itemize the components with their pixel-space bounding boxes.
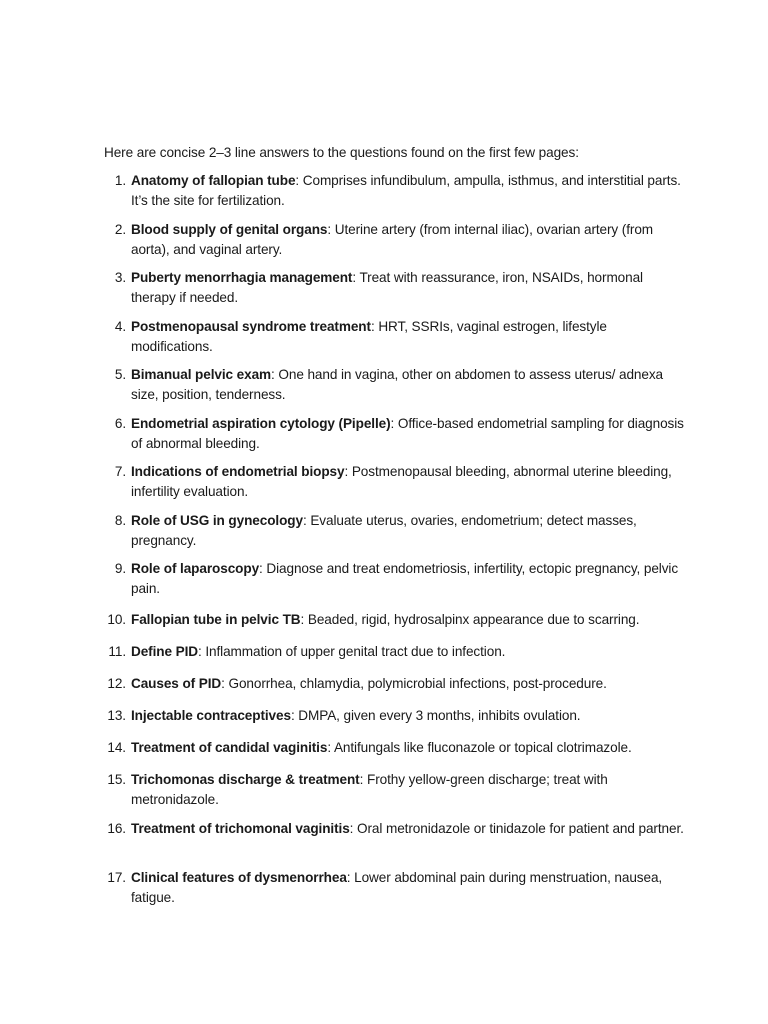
item-number: 6. (114, 416, 126, 431)
item-separator: : (344, 464, 352, 479)
item-term: Bimanual pelvic exam (131, 367, 272, 382)
item-answer: Gonorrhea, chlamydia, polymicrobial infections, post-procedure. (228, 676, 607, 691)
item-term: Treatment of trichomonal vaginitis (131, 821, 350, 836)
item-term: Treatment of candidal vaginitis (131, 740, 328, 755)
list-item (104, 819, 691, 839)
item-separator: : (302, 513, 311, 528)
list-item (104, 317, 691, 356)
item-answer: Frothy yellow-green discharge; treat with metronidazole. (131, 772, 608, 807)
item-number: 13. (107, 708, 126, 723)
item-number: 11. (108, 644, 126, 659)
item-answer: Uterine artery (from internal iliac), ovarian artery (from aorta), and vaginal artery. (131, 222, 654, 257)
item-separator: : (359, 772, 367, 787)
item-separator: : (352, 270, 360, 285)
item-term: Indications of endometrial biopsy (131, 464, 345, 479)
item-number: 7. (114, 464, 126, 479)
item-separator: : (295, 173, 303, 188)
item-number: 1. (114, 173, 126, 188)
list-item (104, 642, 691, 662)
item-separator: : (271, 367, 279, 382)
item-answer: Lower abdominal pain during menstruation, nausea, fatigue. (131, 870, 663, 905)
item-answer: Oral metronidazole or tinidazole for patient and partner. (357, 821, 684, 836)
item-separator: : (327, 222, 335, 237)
item-answer: Diagnose and treat endometriosis, infertility, ectopic pregnancy, pelvic pain. (131, 561, 679, 596)
item-term: Endometrial aspiration cytology (Pipelle) (131, 416, 391, 431)
list-item (104, 738, 691, 758)
item-separator: : (221, 676, 229, 691)
list-item (104, 171, 691, 210)
item-separator: : (370, 319, 379, 334)
list-item (104, 268, 691, 307)
list-item (104, 462, 691, 501)
list-item (104, 674, 691, 694)
item-separator: : (346, 870, 355, 885)
item-separator: : (390, 416, 398, 431)
list-item (104, 220, 691, 259)
item-number: 2. (114, 222, 126, 237)
item-number: 8. (114, 513, 126, 528)
item-number: 12. (107, 676, 126, 691)
intro-text: Here are concise 2–3 line answers to the questions found on the first few pages: (104, 145, 579, 160)
item-term: Define PID (131, 644, 198, 659)
item-answer: Evaluate uterus, ovaries, endometrium; detect masses, pregnancy. (131, 513, 637, 548)
item-number: 5. (114, 367, 126, 382)
item-number: 14. (107, 740, 126, 755)
item-number: 15. (107, 772, 126, 787)
item-term: Blood supply of genital organs (131, 222, 328, 237)
list-item (104, 365, 691, 404)
item-answer: Comprises infundibulum, ampulla, isthmus, and interstitial parts. It’s the site for fertilization. (131, 173, 681, 208)
item-term: Causes of PID (131, 676, 222, 691)
item-term: Clinical features of dysmenorrhea (131, 870, 347, 885)
list-item (104, 559, 691, 598)
list-item (104, 706, 691, 726)
item-term: Role of USG in gynecology (131, 513, 303, 528)
item-term: Trichomonas discharge & treatment (131, 772, 360, 787)
item-answer: Postmenopausal bleeding, abnormal uterine bleeding, infertility evaluation. (131, 464, 672, 499)
item-answer: DMPA, given every 3 months, inhibits ovulation. (298, 708, 581, 723)
item-number: 17. (107, 870, 126, 885)
item-answer: One hand in vagina, other on abdomen to assess uterus/ adnexa size, position, tenderness. (131, 367, 664, 402)
item-answer: Office-based endometrial sampling for diagnosis of abnormal bleeding. (131, 416, 684, 451)
item-answer: HRT, SSRIs, vaginal estrogen, lifestyle modifications. (131, 319, 607, 354)
item-number: 10. (107, 612, 126, 627)
document-page (104, 143, 684, 905)
item-number: 3. (114, 270, 126, 285)
item-separator: : (327, 740, 334, 755)
item-number: 4. (114, 319, 126, 334)
item-answer: Antifungals like fluconazole or topical clotrimazole. (333, 740, 632, 755)
item-term: Role of laparoscopy (131, 561, 260, 576)
item-term: Puberty menorrhagia management (131, 270, 353, 285)
item-separator: : (197, 644, 206, 659)
item-term: Injectable contraceptives (131, 708, 291, 723)
list-item (104, 511, 691, 550)
item-term: Postmenopausal syndrome treatment (131, 319, 371, 334)
list-item (104, 414, 691, 453)
item-answer: Treat with reassurance, iron, NSAIDs, hormonal therapy if needed. (131, 270, 643, 305)
item-number: 9. (114, 561, 126, 576)
item-term: Anatomy of fallopian tube (131, 173, 296, 188)
item-separator: : (259, 561, 267, 576)
list-item (104, 770, 691, 809)
list-item (104, 868, 691, 907)
item-term: Fallopian tube in pelvic TB (131, 612, 301, 627)
item-answer: Inflammation of upper genital tract due to infection. (205, 644, 506, 659)
list-item (104, 610, 691, 630)
item-number: 16. (107, 821, 126, 836)
item-separator: : (290, 708, 299, 723)
item-answer: Beaded, rigid, hydrosalpinx appearance due to scarring. (307, 612, 640, 627)
item-separator: : (300, 612, 308, 627)
item-separator: : (349, 821, 358, 836)
